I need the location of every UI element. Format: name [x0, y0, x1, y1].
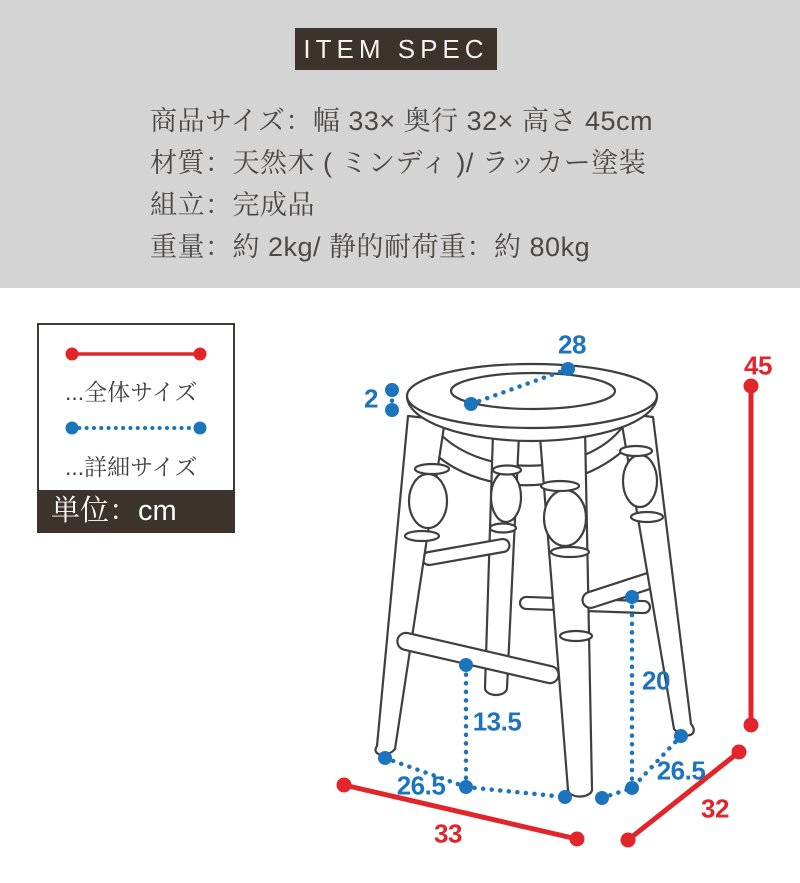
dim-total-depth: 32: [701, 793, 729, 824]
dim-total-width: 33: [434, 818, 462, 849]
unit-label: 単位：cm: [51, 495, 177, 527]
dim-seat-diameter: 28: [558, 329, 586, 360]
dim-total-height: 45: [744, 350, 772, 381]
dim-stretcher-right: 20: [642, 665, 670, 696]
page-title: ITEM SPEC: [303, 33, 489, 64]
stool-left-leg: [376, 416, 449, 755]
stool-left-lower-stretcher: [396, 631, 561, 685]
overall-size-label: ...全体サイズ: [65, 379, 198, 405]
stool-drawing: [376, 364, 694, 797]
dim-seat-edge: 2: [364, 383, 378, 414]
dim-stretcher-left: 13.5: [472, 706, 522, 737]
detail-size-label: ...詳細サイズ: [65, 454, 198, 480]
spec-weight: 重量：約 2kg/ 静的耐荷重：約 80kg: [150, 232, 591, 262]
spec-material: 材質：天然木 ( ミンディ )/ ラッカー塗装: [150, 148, 647, 178]
spec-assembly: 組立：完成品: [150, 190, 315, 220]
dim-foot-span-right: 26.5: [656, 755, 706, 786]
dim-foot-span-left: 26.5: [396, 770, 446, 801]
spec-size: 商品サイズ：幅 33× 奥行 32× 高さ 45cm: [150, 106, 653, 136]
